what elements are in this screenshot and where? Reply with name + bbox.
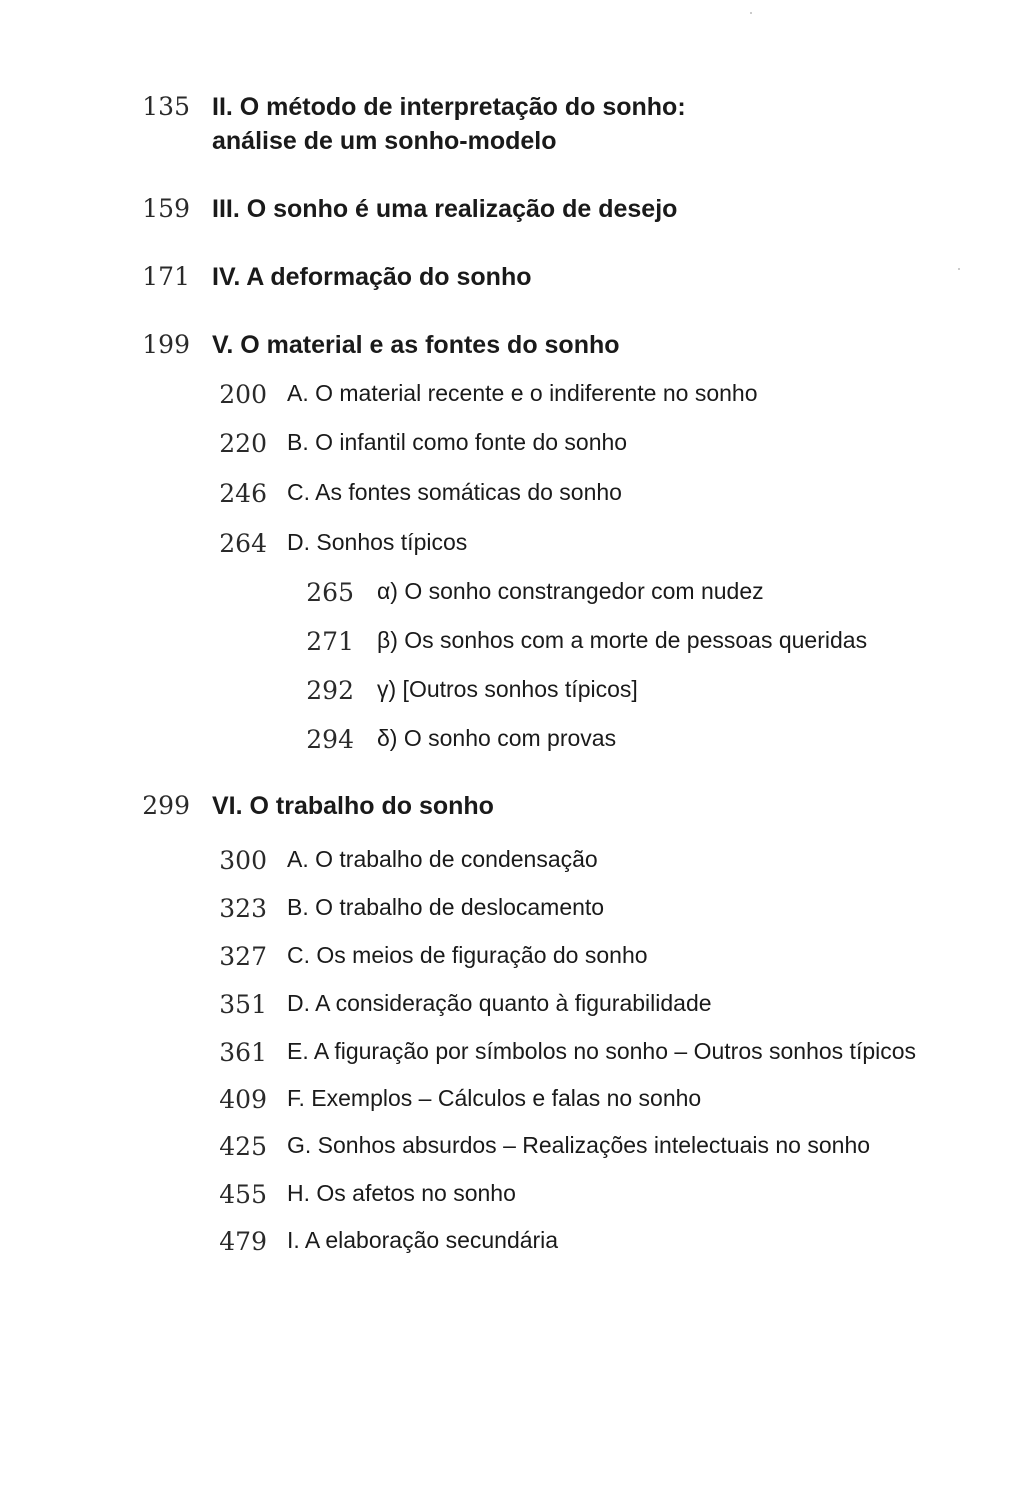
toc-title: C. Os meios de figuração do sonho — [287, 942, 648, 968]
toc-entry — [0, 427, 1024, 467]
toc-entry — [0, 789, 1024, 829]
toc-page-number: 323 — [219, 894, 267, 923]
toc-page-number: 455 — [219, 1180, 267, 1209]
toc-title: F. Exemplos – Cálculos e falas no sonho — [287, 1085, 702, 1111]
toc-page-number: 246 — [219, 479, 267, 508]
toc-page-number: 300 — [219, 846, 267, 875]
toc-entry — [0, 723, 1024, 763]
toc-entry — [0, 192, 1024, 232]
toc-entry — [0, 90, 1024, 155]
toc-entry — [0, 674, 1024, 714]
toc-title: A. O trabalho de condensação — [287, 846, 598, 872]
toc-title: II. O método de interpretação do sonho: — [212, 93, 686, 121]
toc-title: III. O sonho é uma realização de desejo — [212, 195, 678, 223]
toc-title: VI. O trabalho do sonho — [212, 792, 494, 820]
toc-entry — [0, 892, 1024, 932]
toc-entry — [0, 477, 1024, 517]
toc-title: I. A elaboração secundária — [287, 1227, 559, 1253]
toc-entry — [0, 1130, 1024, 1170]
toc-title: D. A consideração quanto à figurabilidade — [287, 990, 712, 1016]
toc-entry — [0, 1083, 1024, 1123]
toc-entry — [0, 576, 1024, 616]
toc-page-number: 327 — [219, 942, 267, 971]
toc-page-number: 159 — [142, 194, 190, 223]
toc-title: C. As fontes somáticas do sonho — [287, 479, 622, 505]
toc-page-number: 265 — [306, 578, 354, 607]
toc-title: δ) O sonho com provas — [377, 725, 617, 751]
toc-title: γ) [Outros sonhos típicos] — [377, 676, 638, 702]
toc-page-number: 135 — [142, 92, 190, 121]
toc-title: β) Os sonhos com a morte de pessoas queridas — [377, 627, 868, 653]
toc-page-number: 409 — [219, 1085, 267, 1114]
toc-page-number: 479 — [219, 1227, 267, 1256]
toc-title: B. O trabalho de deslocamento — [287, 894, 605, 920]
toc-entry — [0, 625, 1024, 665]
toc-title: V. O material e as fontes do sonho — [212, 331, 620, 359]
toc-page-number: 361 — [219, 1038, 267, 1067]
toc-title: IV. A deformação do sonho — [212, 263, 532, 291]
toc-entry — [0, 527, 1024, 567]
toc-page-number: 200 — [219, 380, 267, 409]
toc-page-number: 425 — [219, 1132, 267, 1161]
toc-entry — [0, 844, 1024, 884]
toc-page-number: 171 — [142, 262, 190, 291]
toc-entry — [0, 1036, 1024, 1076]
toc-title: D. Sonhos típicos — [287, 529, 468, 555]
toc-title: A. O material recente e o indiferente no sonho — [287, 380, 758, 406]
toc-page-number: 294 — [306, 725, 354, 754]
toc-page-number: 299 — [142, 791, 190, 820]
toc-entry — [0, 378, 1024, 418]
toc-page-number: 199 — [142, 330, 190, 359]
toc-entry — [0, 328, 1024, 368]
toc-entry — [0, 940, 1024, 980]
toc-page-number: 351 — [219, 990, 267, 1019]
toc-title: B. O infantil como fonte do sonho — [287, 429, 628, 455]
toc-title: G. Sonhos absurdos – Realizações intelectuais no sonho — [287, 1132, 871, 1158]
toc-entry — [0, 988, 1024, 1028]
scan-speck — [750, 12, 752, 14]
toc-title-continuation: análise de um sonho-modelo — [212, 127, 557, 155]
scan-speck — [958, 268, 960, 270]
toc-title: E. A figuração por símbolos no sonho – Outros sonhos típicos — [287, 1038, 917, 1064]
toc-entry — [0, 1225, 1024, 1265]
toc-page-number: 264 — [219, 529, 267, 558]
toc-page-number: 220 — [219, 429, 267, 458]
toc-page-number: 271 — [306, 627, 354, 656]
toc-title: H. Os afetos no sonho — [287, 1180, 516, 1206]
toc-page-number: 292 — [306, 676, 354, 705]
toc-entry — [0, 1178, 1024, 1218]
toc-title: α) O sonho constrangedor com nudez — [377, 578, 764, 604]
toc-entry — [0, 260, 1024, 300]
